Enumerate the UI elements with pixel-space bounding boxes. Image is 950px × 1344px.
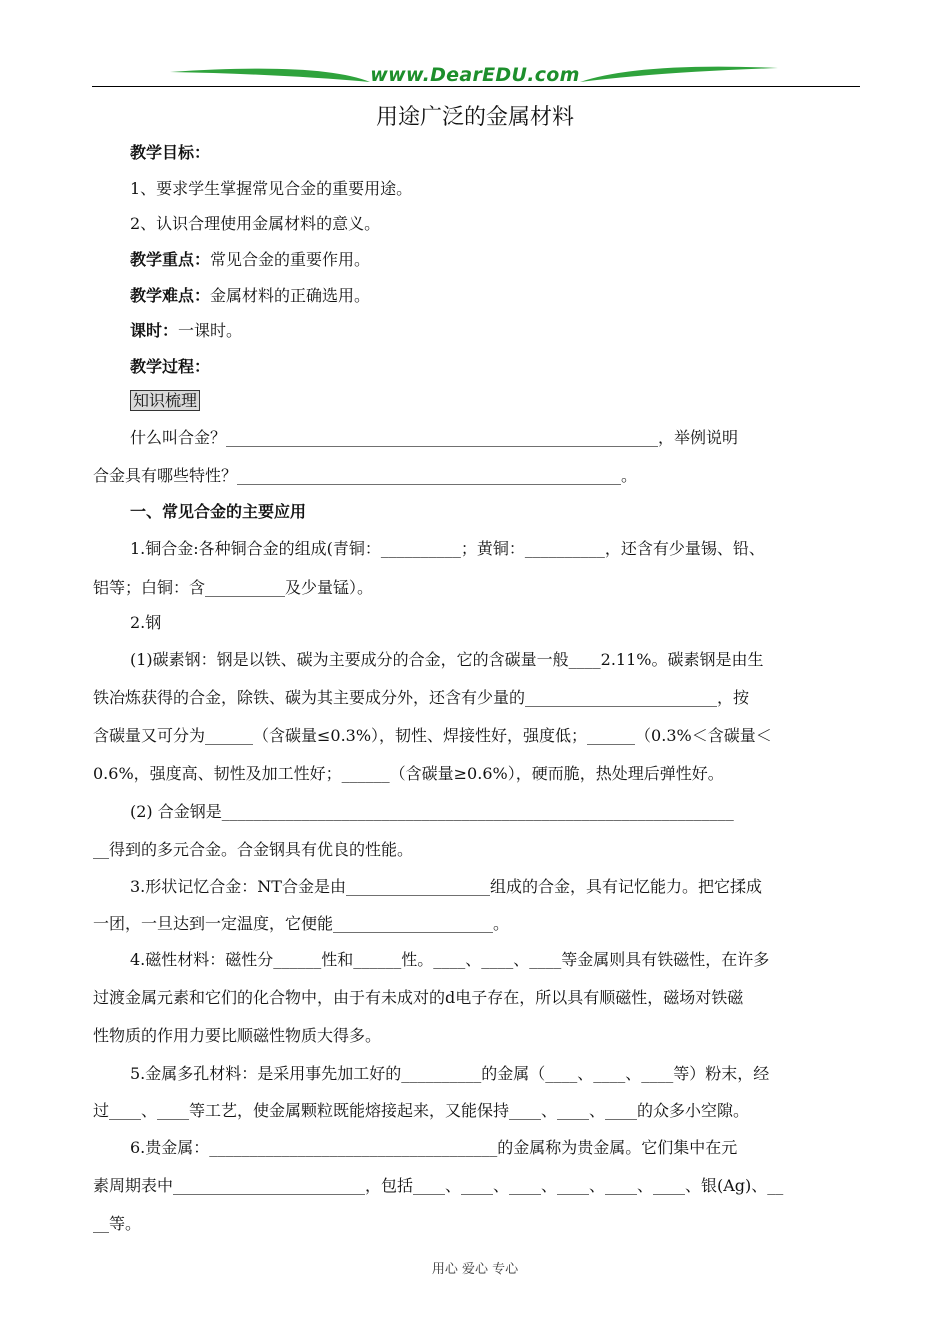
knowledge-box: 知识梳理 — [130, 390, 200, 411]
paragraph: (2) 合金钢是________________________________________________________________ — [130, 802, 734, 821]
section-heading: 教学过程： — [130, 357, 211, 376]
site-logo — [170, 58, 780, 94]
paragraph: 0.6%，强度高、韧性及加工性好；______（含碳量≥0.6%），硬而脆，热处理后弹性好。 — [93, 764, 724, 783]
paragraph: 性物质的作用力要比顺磁性物质大得多。 — [93, 1026, 382, 1045]
paragraph — [130, 391, 863, 411]
paragraph — [130, 250, 863, 270]
paragraph: 2、认识合理使用金属材料的意义。 — [130, 214, 381, 233]
paragraph: 含碳量又可分为______（含碳量≤0.3%），韧性、焊接性好，强度低；______（0.3%＜含碳量＜ — [93, 726, 772, 745]
paragraph: 过渡金属元素和它们的化合物中，由于有未成对的d电子存在，所以具有顺磁性，磁场对铁磁 — [93, 988, 744, 1007]
paragraph: 4.磁性材料：磁性分______性和______性。____、____、____等金属则具有铁磁性，在许多 — [130, 950, 770, 969]
label: 课时： — [130, 321, 179, 340]
paragraph: 素周期表中________________________，包括____、____、____、____、____、____、银(Ag)、__ — [93, 1176, 784, 1195]
paragraph: 什么叫合金？______________________________________________________，举例说明 — [130, 428, 739, 447]
paragraph: __等。 — [93, 1214, 142, 1233]
header-divider — [92, 86, 860, 87]
paragraph: (1)碳素钢：钢是以铁、碳为主要成分的合金，它的含碳量一般____2.11%。碳素钢是由生 — [130, 650, 764, 669]
paragraph: 铝等；白铜：含__________及少量锰）。 — [93, 578, 374, 597]
label: 教学重点： — [130, 250, 211, 269]
paragraph — [130, 286, 863, 306]
label: 教学难点： — [130, 286, 211, 305]
paragraph: __得到的多元合金。合金钢具有优良的性能。 — [93, 840, 414, 859]
paragraph: 6.贵金属：____________________________________的金属称为贵金属。它们集中在元 — [130, 1138, 738, 1157]
paragraph: 铁冶炼获得的合金，除铁、碳为其主要成分外，还含有少量的________________________，按 — [93, 688, 750, 707]
paragraph: 一团，一旦达到一定温度，它便能____________________。 — [93, 914, 510, 933]
paragraph: 1、要求学生掌握常见合金的重要用途。 — [130, 179, 413, 198]
section-heading: 教学目标： — [130, 143, 211, 162]
text: 常见合金的重要作用。 — [210, 250, 371, 269]
page-footer: 用心 爱心 专心 — [431, 1262, 519, 1277]
paragraph: 合金具有哪些特性？________________________________________________。 — [93, 466, 638, 485]
paragraph — [130, 321, 863, 341]
paragraph: 过____、____等工艺，使金属颗粒既能熔接起来，又能保持____、____、____的众多小空隙。 — [93, 1101, 750, 1120]
paragraph: 5.金属多孔材料：是采用事先加工好的__________的金属（____、____、____等）粉末，经 — [130, 1064, 770, 1083]
paragraph: 3.形状记忆合金：NT合金是由__________________组成的合金，具有记忆能力。把它揉成 — [130, 877, 762, 896]
logo-text: www.DearEDU.com — [370, 64, 580, 86]
text: 金属材料的正确选用。 — [210, 286, 371, 305]
section-heading: 一、常见合金的主要应用 — [130, 502, 307, 521]
paragraph: 1.铜合金:各种铜合金的组成(青铜：__________；黄铜：__________，还含有少量锡、铅、 — [130, 539, 765, 558]
paragraph: 2.钢 — [130, 613, 162, 632]
page-title: 用途广泛的金属材料 — [375, 105, 574, 130]
text: 一课时。 — [178, 321, 243, 340]
